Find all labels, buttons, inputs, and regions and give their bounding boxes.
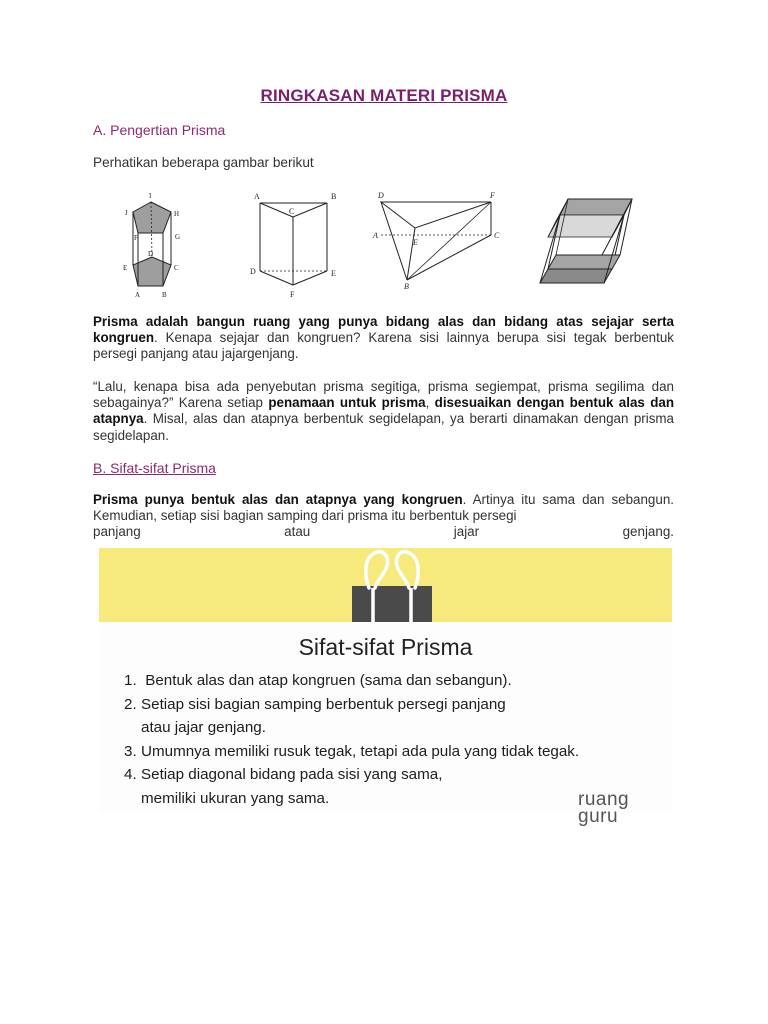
list-text-continued: memiliki ukuran yang sama.: [141, 789, 330, 807]
list-text: Setiap diagonal bidang pada sisi yang sama,: [141, 766, 443, 783]
vertex-label: D: [378, 191, 384, 200]
naming-paragraph: [93, 379, 674, 444]
list-number: 1.: [124, 672, 137, 689]
slanted-prism-figure: [372, 191, 500, 291]
vertex-label: C: [494, 231, 500, 240]
intro-text: Perhatikan beberapa gambar berikut: [93, 155, 314, 170]
vertex-label: E: [331, 269, 336, 278]
properties-bold: Prisma punya bentuk alas dan atapnya yang kongruen: [93, 492, 463, 507]
definition-bold: Prisma adalah bangun ruang yang punya bidang alas dan bidang atas sejajar serta kongruen: [93, 314, 674, 346]
properties-last-line: panjang atau jajar genjang.: [93, 524, 674, 539]
sifat-prisma-card: [99, 548, 672, 827]
pentagonal-prism-figure: [123, 192, 180, 299]
vertex-label: I: [149, 192, 152, 200]
list-text: Setiap sisi bagian samping berbentuk persegi panjang: [141, 695, 506, 713]
properties-paragraph: [93, 492, 674, 524]
card-title: Sifat-sifat Prisma: [298, 634, 473, 660]
naming-text-c: . Misal, alas dan atapnya berbentuk segidelapan, ya berarti dinamakan dengan prisma segidelapan.: [93, 411, 674, 443]
parallelepiped-figure: [540, 199, 632, 283]
list-item: [124, 763, 579, 810]
list-item: [124, 669, 579, 693]
vertex-label: B: [331, 192, 337, 201]
vertex-label: F: [134, 234, 138, 242]
vertex-label: F: [290, 290, 295, 299]
ruangguru-logo: [578, 791, 629, 825]
vertex-label: F: [490, 191, 495, 200]
vertex-label: D: [250, 267, 256, 276]
definition-paragraph: [93, 314, 674, 363]
list-item: [124, 740, 579, 764]
vertex-label: D: [148, 250, 154, 258]
properties-list: [124, 669, 579, 810]
vertex-label: C: [174, 264, 179, 272]
vertex-label: J: [125, 209, 128, 217]
logo-line-2: guru: [578, 806, 619, 827]
list-number: 3.: [124, 742, 137, 760]
triangular-prism-figure: [250, 192, 336, 299]
list-text-continued: atau jajar genjang.: [141, 719, 266, 736]
definition-rest: . Kenapa sejajar dan kongruen? Karena sisi lainnya berupa sisi tegak berbentuk persegi panjang atau jajargenjang.: [93, 330, 674, 362]
vertex-label: C: [289, 207, 295, 216]
section-b-heading: B. Sifat-sifat Prisma: [93, 460, 216, 476]
list-number: 2.: [124, 695, 137, 713]
prism-figures: [100, 185, 680, 303]
section-a-heading: A. Pengertian Prisma: [93, 122, 226, 138]
logo-line-1: ruang: [578, 789, 630, 810]
page-title: RINGKASAN MATERI PRISMA: [260, 86, 508, 105]
naming-text-b: ,: [425, 395, 435, 411]
vertex-label: A: [254, 192, 260, 201]
vertex-label: G: [175, 233, 181, 241]
vertex-label: A: [135, 291, 141, 299]
vertex-label: E: [413, 238, 418, 247]
binder-clip-icon: [347, 548, 437, 622]
naming-text-a: “Lalu, kenapa bisa ada penyebutan prisma segitiga, prisma segiempat, prisma segilima dan sebagainya?” Karena setiap: [93, 379, 674, 411]
vertex-label: B: [162, 291, 167, 299]
vertex-label: H: [174, 210, 180, 218]
list-text: Umumnya memiliki rusuk tegak, tetapi ada pula yang tidak tegak.: [141, 742, 580, 760]
list-number: 4.: [124, 766, 137, 783]
list-item: [124, 693, 579, 740]
naming-bold-1: penamaan untuk prisma: [268, 395, 426, 411]
properties-rest-1: . Artinya itu sama dan sebangun. Kemudian, setiap sisi bagian samping dari prisma itu berbentuk persegi: [93, 492, 674, 524]
naming-bold-2: disesuaikan dengan bentuk alas dan atapnya: [93, 395, 674, 427]
list-text: Bentuk alas dan atap kongruen (sama dan sebangun).: [141, 672, 512, 689]
vertex-label: A: [373, 231, 378, 240]
vertex-label: B: [404, 282, 409, 291]
vertex-label: E: [123, 264, 128, 272]
